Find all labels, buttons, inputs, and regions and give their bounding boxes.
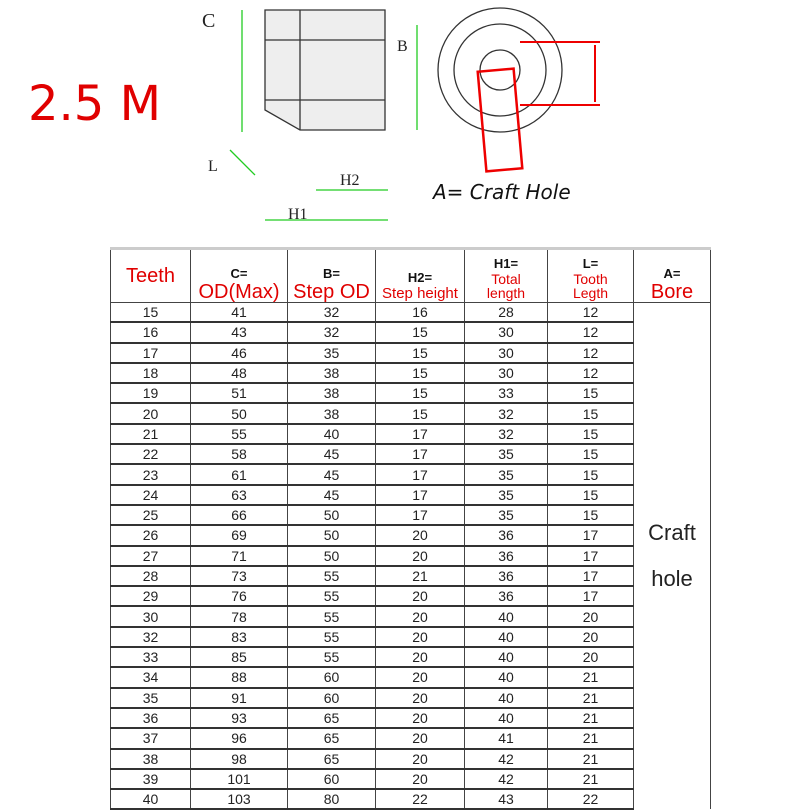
- table-cell: 35: [288, 343, 376, 363]
- table-cell: 20: [111, 403, 191, 423]
- table-cell: 35: [111, 688, 191, 708]
- table-cell: 34: [111, 667, 191, 687]
- table-cell: 43: [465, 789, 548, 809]
- table-cell: 66: [191, 505, 288, 525]
- table-cell: 22: [376, 789, 465, 809]
- table-cell: 41: [191, 303, 288, 323]
- bore-text-line1: Craft: [648, 520, 696, 546]
- table-cell: 20: [376, 525, 465, 545]
- table-row: [111, 424, 711, 444]
- table-cell: 40: [465, 688, 548, 708]
- table-cell: 51: [191, 383, 288, 403]
- table-cell: 32: [111, 627, 191, 647]
- spec-table: [110, 247, 711, 810]
- header-key: H2=: [407, 270, 433, 285]
- table-cell: 96: [191, 728, 288, 748]
- table-cell: 63: [191, 485, 288, 505]
- table-cell: 27: [111, 546, 191, 566]
- table-row: [111, 688, 711, 708]
- table-row: [111, 769, 711, 789]
- table-cell: 22: [548, 789, 634, 809]
- table-cell: 71: [191, 546, 288, 566]
- table-row: [111, 464, 711, 484]
- table-row: [111, 343, 711, 363]
- table-cell: 30: [465, 322, 548, 342]
- table-cell: 16: [376, 303, 465, 323]
- table-cell: 17: [548, 525, 634, 545]
- dimension-h2-label: H2: [340, 172, 360, 189]
- header-key: L=: [582, 256, 599, 271]
- table-cell: 17: [376, 505, 465, 525]
- table-cell: 21: [548, 688, 634, 708]
- table-cell: 78: [191, 606, 288, 626]
- header-label: OD(Max): [198, 281, 280, 303]
- table-cell: 28: [465, 303, 548, 323]
- table-cell: 55: [288, 606, 376, 626]
- table-cell: 41: [465, 728, 548, 748]
- header-row: [111, 249, 711, 303]
- table-cell: 17: [376, 444, 465, 464]
- table-cell: 50: [288, 546, 376, 566]
- craft-hole-caption: A= Craft Hole: [433, 180, 571, 204]
- table-cell: 29: [111, 586, 191, 606]
- table-cell: 20: [548, 606, 634, 626]
- table-row: [111, 444, 711, 464]
- table-cell: 37: [111, 728, 191, 748]
- table-row: [111, 322, 711, 342]
- table-row: [111, 383, 711, 403]
- table-cell: 20: [376, 586, 465, 606]
- header-label: Bore: [650, 281, 694, 303]
- table-cell: 17: [376, 424, 465, 444]
- header-step-od: [288, 249, 376, 303]
- table-cell: 40: [288, 424, 376, 444]
- table-cell: 33: [465, 383, 548, 403]
- table-cell: 21: [376, 566, 465, 586]
- table-cell: 36: [111, 708, 191, 728]
- table-cell: 83: [191, 627, 288, 647]
- header-label: Total length: [486, 271, 526, 301]
- table-cell: 20: [376, 667, 465, 687]
- table-cell: 21: [548, 728, 634, 748]
- table-cell: 15: [548, 383, 634, 403]
- table-cell: 39: [111, 769, 191, 789]
- bore-cell: [634, 303, 711, 810]
- header-key: H1=: [493, 256, 519, 271]
- table-cell: 58: [191, 444, 288, 464]
- table-cell: 20: [376, 647, 465, 667]
- table-cell: 88: [191, 667, 288, 687]
- table-cell: 20: [376, 688, 465, 708]
- table-cell: 20: [376, 728, 465, 748]
- table-cell: 36: [465, 525, 548, 545]
- table-cell: 15: [376, 343, 465, 363]
- dimension-l-label: L: [208, 158, 218, 175]
- table-row: [111, 525, 711, 545]
- header-label: Step height: [382, 285, 458, 302]
- table-cell: 65: [288, 728, 376, 748]
- table-cell: 76: [191, 586, 288, 606]
- table-cell: 15: [548, 444, 634, 464]
- table-cell: 42: [465, 749, 548, 769]
- table-cell: 55: [288, 627, 376, 647]
- header-tooth-length: [548, 249, 634, 303]
- header-step-height: [376, 249, 465, 303]
- table-cell: 25: [111, 505, 191, 525]
- table-cell: 32: [465, 403, 548, 423]
- header-label: Teeth: [126, 265, 175, 287]
- table-cell: 50: [288, 525, 376, 545]
- table-cell: 15: [548, 485, 634, 505]
- table-cell: 22: [111, 444, 191, 464]
- table-cell: 45: [288, 444, 376, 464]
- table-cell: 55: [191, 424, 288, 444]
- table-cell: 40: [465, 667, 548, 687]
- header-key: B=: [323, 266, 340, 281]
- table-cell: 15: [548, 403, 634, 423]
- table-cell: 28: [111, 566, 191, 586]
- module-size-title: 2.5 M: [28, 76, 162, 132]
- table-cell: 15: [548, 505, 634, 525]
- table-cell: 60: [288, 667, 376, 687]
- table-cell: 36: [465, 546, 548, 566]
- table-cell: 20: [376, 708, 465, 728]
- table-cell: 17: [548, 586, 634, 606]
- table-cell: 17: [548, 546, 634, 566]
- table-cell: 50: [191, 403, 288, 423]
- table-cell: 20: [548, 647, 634, 667]
- table-cell: 38: [288, 363, 376, 383]
- table-cell: 15: [376, 363, 465, 383]
- table-cell: 65: [288, 708, 376, 728]
- header-label: Step OD: [293, 281, 370, 303]
- table-cell: 42: [465, 769, 548, 789]
- table-row: [111, 789, 711, 809]
- table-cell: 40: [465, 627, 548, 647]
- table-row: [111, 505, 711, 525]
- table-cell: 35: [465, 485, 548, 505]
- table-cell: 36: [465, 566, 548, 586]
- table-cell: 38: [288, 403, 376, 423]
- table-cell: 21: [548, 769, 634, 789]
- table-cell: 61: [191, 464, 288, 484]
- table-cell: 55: [288, 586, 376, 606]
- table-cell: 40: [465, 647, 548, 667]
- table-row: [111, 363, 711, 383]
- table-row: [111, 586, 711, 606]
- table-cell: 32: [465, 424, 548, 444]
- table-cell: 23: [111, 464, 191, 484]
- table-cell: 80: [288, 789, 376, 809]
- table-cell: 24: [111, 485, 191, 505]
- table-cell: 40: [465, 606, 548, 626]
- table-cell: 43: [191, 322, 288, 342]
- dimension-b-label: B: [397, 38, 408, 55]
- table-cell: 16: [111, 322, 191, 342]
- table-cell: 30: [465, 363, 548, 383]
- table-row: [111, 627, 711, 647]
- bore-text-line2: hole: [651, 566, 693, 592]
- table-cell: 35: [465, 505, 548, 525]
- table-cell: 65: [288, 749, 376, 769]
- table-cell: 35: [465, 444, 548, 464]
- table-cell: 12: [548, 303, 634, 323]
- table-cell: 38: [288, 383, 376, 403]
- dimension-c-label: C: [202, 10, 216, 32]
- table-cell: 21: [548, 708, 634, 728]
- table-cell: 12: [548, 363, 634, 383]
- table-cell: 33: [111, 647, 191, 667]
- table-cell: 73: [191, 566, 288, 586]
- table-cell: 20: [376, 769, 465, 789]
- table-row: [111, 566, 711, 586]
- table-cell: 93: [191, 708, 288, 728]
- table-cell: 60: [288, 688, 376, 708]
- header-bore: [634, 249, 711, 303]
- table-cell: 12: [548, 343, 634, 363]
- table-row: [111, 667, 711, 687]
- table-row: [111, 403, 711, 423]
- table-cell: 18: [111, 363, 191, 383]
- table-row: [111, 606, 711, 626]
- table-cell: 20: [548, 627, 634, 647]
- header-od: [191, 249, 288, 303]
- table-cell: 69: [191, 525, 288, 545]
- table-cell: 55: [288, 566, 376, 586]
- table-row: [111, 728, 711, 748]
- table-cell: 17: [111, 343, 191, 363]
- table-cell: 20: [376, 749, 465, 769]
- table-cell: 26: [111, 525, 191, 545]
- table-cell: 101: [191, 769, 288, 789]
- table-cell: 15: [548, 424, 634, 444]
- table-cell: 85: [191, 647, 288, 667]
- header-key: C=: [230, 266, 248, 281]
- table-cell: 12: [548, 322, 634, 342]
- table-row: [111, 546, 711, 566]
- table-cell: 40: [465, 708, 548, 728]
- table-row: [111, 749, 711, 769]
- table-cell: 32: [288, 322, 376, 342]
- table-cell: 21: [111, 424, 191, 444]
- table-cell: 15: [376, 403, 465, 423]
- table-cell: 15: [111, 303, 191, 323]
- table-cell: 17: [376, 485, 465, 505]
- table-row: [111, 647, 711, 667]
- dimension-h1-label: H1: [288, 206, 308, 223]
- table-cell: 48: [191, 363, 288, 383]
- header-label: Tooth Legth: [572, 271, 609, 301]
- table-cell: 55: [288, 647, 376, 667]
- table-cell: 38: [111, 749, 191, 769]
- table-cell: 50: [288, 505, 376, 525]
- table-cell: 103: [191, 789, 288, 809]
- table-cell: 20: [376, 627, 465, 647]
- table-cell: 45: [288, 485, 376, 505]
- table-cell: 30: [465, 343, 548, 363]
- table-cell: 98: [191, 749, 288, 769]
- table-row: [111, 708, 711, 728]
- table-cell: 21: [548, 749, 634, 769]
- table-cell: 36: [465, 586, 548, 606]
- header-key: A=: [663, 266, 681, 281]
- table-cell: 45: [288, 464, 376, 484]
- table-cell: 30: [111, 606, 191, 626]
- table-cell: 91: [191, 688, 288, 708]
- table-cell: 15: [376, 383, 465, 403]
- table-cell: 17: [376, 464, 465, 484]
- table-cell: 21: [548, 667, 634, 687]
- header-teeth: [111, 249, 191, 303]
- table-cell: 32: [288, 303, 376, 323]
- table-cell: 46: [191, 343, 288, 363]
- table-cell: 60: [288, 769, 376, 789]
- table-cell: 15: [376, 322, 465, 342]
- table-cell: 40: [111, 789, 191, 809]
- table-cell: 20: [376, 606, 465, 626]
- table-cell: 15: [548, 464, 634, 484]
- header-total-length: [465, 249, 548, 303]
- table-cell: 17: [548, 566, 634, 586]
- table-row: [111, 485, 711, 505]
- table-cell: 20: [376, 546, 465, 566]
- table-cell: 19: [111, 383, 191, 403]
- table-cell: 35: [465, 464, 548, 484]
- table-row: [111, 303, 711, 323]
